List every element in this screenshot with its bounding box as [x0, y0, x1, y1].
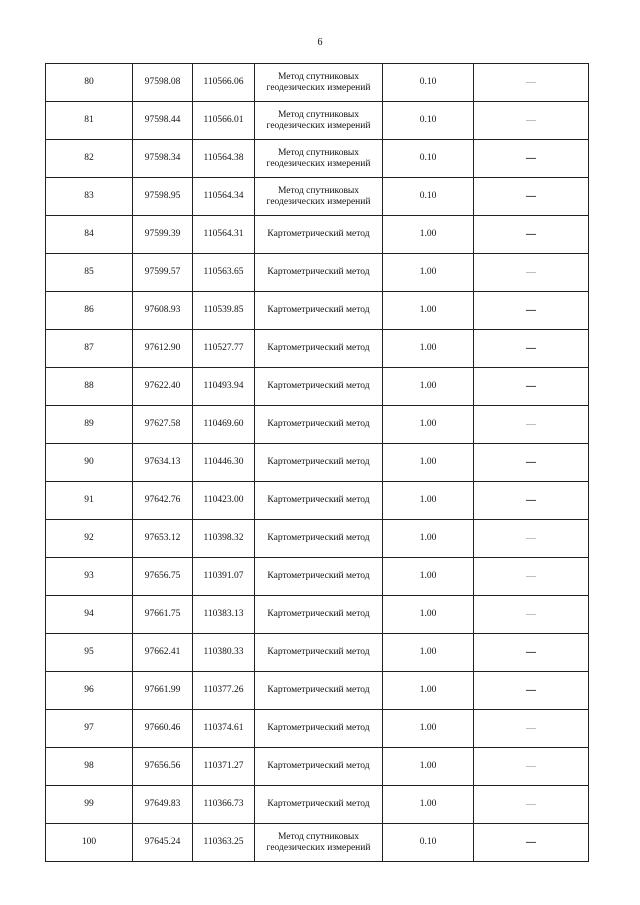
method-cell: Метод спутниковых геодезических измерений: [255, 824, 383, 862]
y-coordinate-cell: 110493.94: [193, 368, 255, 406]
x-coordinate-cell: 97662.41: [133, 634, 193, 672]
x-coordinate-cell: 97656.56: [133, 748, 193, 786]
x-coordinate-cell: 97661.99: [133, 672, 193, 710]
x-coordinate-cell: 97599.57: [133, 254, 193, 292]
table-row: [46, 368, 589, 406]
point-number-cell: 98: [46, 748, 133, 786]
point-number-cell: 93: [46, 558, 133, 596]
note-cell: —: [474, 178, 589, 216]
page-number: 6: [317, 37, 323, 48]
table-row: [46, 482, 589, 520]
note-cell: —: [474, 444, 589, 482]
table-row: [46, 786, 589, 824]
accuracy-cell: 1.00: [383, 406, 474, 444]
accuracy-cell: 0.10: [383, 140, 474, 178]
note-cell: —: [474, 406, 589, 444]
y-coordinate-cell: 110374.61: [193, 710, 255, 748]
note-cell: —: [474, 672, 589, 710]
method-cell: Картометрический метод: [255, 292, 383, 330]
x-coordinate-cell: 97660.46: [133, 710, 193, 748]
point-number-cell: 80: [46, 64, 133, 102]
y-coordinate-cell: 110423.00: [193, 482, 255, 520]
x-coordinate-cell: 97634.13: [133, 444, 193, 482]
point-number-cell: 97: [46, 710, 133, 748]
note-cell: —: [474, 710, 589, 748]
y-coordinate-cell: 110564.38: [193, 140, 255, 178]
x-coordinate-cell: 97598.08: [133, 64, 193, 102]
table-row: [46, 672, 589, 710]
accuracy-cell: 0.10: [383, 824, 474, 862]
note-cell: —: [474, 140, 589, 178]
method-cell: Картометрический метод: [255, 520, 383, 558]
note-cell: —: [474, 824, 589, 862]
accuracy-cell: 1.00: [383, 216, 474, 254]
point-number-cell: 87: [46, 330, 133, 368]
method-cell: Картометрический метод: [255, 368, 383, 406]
x-coordinate-cell: 97599.39: [133, 216, 193, 254]
y-coordinate-cell: 110380.33: [193, 634, 255, 672]
accuracy-cell: 1.00: [383, 254, 474, 292]
method-cell: Картометрический метод: [255, 330, 383, 368]
point-number-cell: 90: [46, 444, 133, 482]
accuracy-cell: 1.00: [383, 786, 474, 824]
method-cell: Картометрический метод: [255, 748, 383, 786]
x-coordinate-cell: 97612.90: [133, 330, 193, 368]
method-cell: Картометрический метод: [255, 634, 383, 672]
table-row: [46, 178, 589, 216]
x-coordinate-cell: 97656.75: [133, 558, 193, 596]
x-coordinate-cell: 97622.40: [133, 368, 193, 406]
accuracy-cell: 1.00: [383, 292, 474, 330]
method-cell: Картометрический метод: [255, 444, 383, 482]
table-row: [46, 406, 589, 444]
accuracy-cell: 0.10: [383, 64, 474, 102]
note-cell: —: [474, 748, 589, 786]
method-cell: Картометрический метод: [255, 596, 383, 634]
method-cell: Картометрический метод: [255, 482, 383, 520]
method-cell: Картометрический метод: [255, 558, 383, 596]
table-row: [46, 520, 589, 558]
accuracy-cell: 1.00: [383, 444, 474, 482]
y-coordinate-cell: 110446.30: [193, 444, 255, 482]
note-cell: —: [474, 558, 589, 596]
note-cell: —: [474, 368, 589, 406]
table-row: [46, 216, 589, 254]
accuracy-cell: 0.10: [383, 102, 474, 140]
note-cell: —: [474, 64, 589, 102]
method-cell: Картометрический метод: [255, 672, 383, 710]
method-cell: Картометрический метод: [255, 406, 383, 444]
accuracy-cell: 1.00: [383, 558, 474, 596]
table-row: [46, 330, 589, 368]
note-cell: —: [474, 102, 589, 140]
table-row: [46, 634, 589, 672]
point-number-cell: 100: [46, 824, 133, 862]
table-row: [46, 596, 589, 634]
y-coordinate-cell: 110398.32: [193, 520, 255, 558]
x-coordinate-cell: 97653.12: [133, 520, 193, 558]
x-coordinate-cell: 97661.75: [133, 596, 193, 634]
accuracy-cell: 1.00: [383, 520, 474, 558]
note-cell: —: [474, 786, 589, 824]
accuracy-cell: 0.10: [383, 178, 474, 216]
x-coordinate-cell: 97598.44: [133, 102, 193, 140]
y-coordinate-cell: 110564.34: [193, 178, 255, 216]
point-number-cell: 94: [46, 596, 133, 634]
table-row: [46, 254, 589, 292]
y-coordinate-cell: 110563.65: [193, 254, 255, 292]
x-coordinate-cell: 97645.24: [133, 824, 193, 862]
method-cell: Метод спутниковых геодезических измерений: [255, 102, 383, 140]
x-coordinate-cell: 97649.83: [133, 786, 193, 824]
point-number-cell: 86: [46, 292, 133, 330]
table-row: [46, 64, 589, 102]
table-row: [46, 748, 589, 786]
method-cell: Картометрический метод: [255, 254, 383, 292]
note-cell: —: [474, 520, 589, 558]
note-cell: —: [474, 634, 589, 672]
table-row: [46, 824, 589, 862]
table-row: [46, 558, 589, 596]
note-cell: —: [474, 292, 589, 330]
note-cell: —: [474, 216, 589, 254]
accuracy-cell: 1.00: [383, 634, 474, 672]
y-coordinate-cell: 110391.07: [193, 558, 255, 596]
y-coordinate-cell: 110527.77: [193, 330, 255, 368]
y-coordinate-cell: 110366.73: [193, 786, 255, 824]
method-cell: Картометрический метод: [255, 216, 383, 254]
point-number-cell: 89: [46, 406, 133, 444]
y-coordinate-cell: 110564.31: [193, 216, 255, 254]
accuracy-cell: 1.00: [383, 672, 474, 710]
point-number-cell: 91: [46, 482, 133, 520]
accuracy-cell: 1.00: [383, 482, 474, 520]
y-coordinate-cell: 110383.13: [193, 596, 255, 634]
accuracy-cell: 1.00: [383, 368, 474, 406]
method-cell: Метод спутниковых геодезических измерений: [255, 140, 383, 178]
table-row: [46, 292, 589, 330]
y-coordinate-cell: 110566.06: [193, 64, 255, 102]
y-coordinate-cell: 110539.85: [193, 292, 255, 330]
coordinates-table-body: [46, 64, 589, 862]
x-coordinate-cell: 97608.93: [133, 292, 193, 330]
note-cell: —: [474, 596, 589, 634]
point-number-cell: 95: [46, 634, 133, 672]
table-row: [46, 102, 589, 140]
note-cell: —: [474, 330, 589, 368]
point-number-cell: 88: [46, 368, 133, 406]
method-cell: Картометрический метод: [255, 710, 383, 748]
method-cell: Картометрический метод: [255, 786, 383, 824]
y-coordinate-cell: 110371.27: [193, 748, 255, 786]
point-number-cell: 84: [46, 216, 133, 254]
method-cell: Метод спутниковых геодезических измерений: [255, 64, 383, 102]
table-row: [46, 444, 589, 482]
point-number-cell: 81: [46, 102, 133, 140]
point-number-cell: 92: [46, 520, 133, 558]
accuracy-cell: 1.00: [383, 710, 474, 748]
y-coordinate-cell: 110469.60: [193, 406, 255, 444]
point-number-cell: 96: [46, 672, 133, 710]
accuracy-cell: 1.00: [383, 330, 474, 368]
x-coordinate-cell: 97642.76: [133, 482, 193, 520]
point-number-cell: 99: [46, 786, 133, 824]
point-number-cell: 82: [46, 140, 133, 178]
accuracy-cell: 1.00: [383, 748, 474, 786]
table-row: [46, 140, 589, 178]
table-row: [46, 710, 589, 748]
coordinates-table: [45, 63, 589, 862]
x-coordinate-cell: 97598.95: [133, 178, 193, 216]
x-coordinate-cell: 97627.58: [133, 406, 193, 444]
x-coordinate-cell: 97598.34: [133, 140, 193, 178]
accuracy-cell: 1.00: [383, 596, 474, 634]
note-cell: —: [474, 482, 589, 520]
y-coordinate-cell: 110377.26: [193, 672, 255, 710]
point-number-cell: 85: [46, 254, 133, 292]
method-cell: Метод спутниковых геодезических измерений: [255, 178, 383, 216]
y-coordinate-cell: 110566.01: [193, 102, 255, 140]
point-number-cell: 83: [46, 178, 133, 216]
note-cell: —: [474, 254, 589, 292]
y-coordinate-cell: 110363.25: [193, 824, 255, 862]
